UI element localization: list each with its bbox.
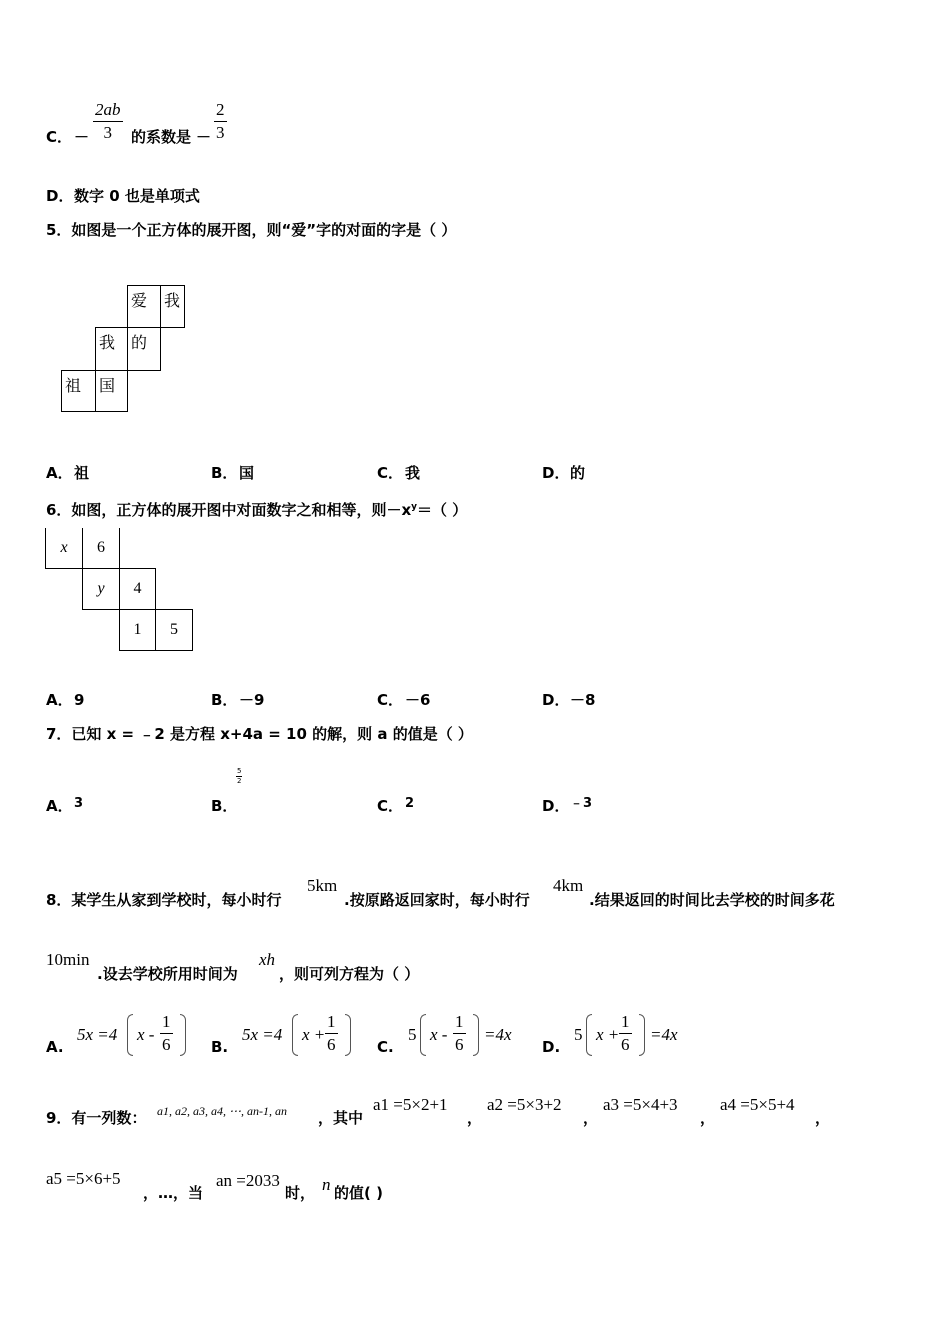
- q7-optA-label: A．: [46, 797, 73, 815]
- q6-cell: 5: [155, 609, 193, 651]
- q9-comma: ，: [467, 1109, 483, 1127]
- q9-seq: a1, a2, a3, a4, ⋯, an-1, an: [157, 1104, 287, 1118]
- q5-optB-label: B．: [211, 464, 238, 482]
- q7-optD-label: D．: [542, 797, 570, 815]
- q9-p4: 时，: [285, 1184, 316, 1202]
- q7-optB-frac: 5 2: [237, 767, 242, 785]
- q8-optA-inner: x -: [137, 1025, 155, 1044]
- q8-optA-label: A.: [46, 1038, 64, 1056]
- q8-t1: 10min: [46, 950, 90, 969]
- left-paren-icon: [420, 1014, 426, 1056]
- q8-optD-label: D.: [542, 1038, 561, 1056]
- q9-e1: a1 =5×2+1: [373, 1095, 448, 1114]
- left-paren-icon: [586, 1014, 592, 1056]
- q6-optA-text: 9: [74, 691, 85, 709]
- q5-cell: 祖: [61, 370, 96, 412]
- q9-p1: 9．有一列数：: [46, 1109, 147, 1127]
- q4-optC-frac1: [93, 101, 123, 142]
- q7-optC-label: C．: [377, 797, 404, 815]
- q9-comma: ，: [700, 1109, 716, 1127]
- q4-optC-text: 的系数是: [131, 128, 192, 146]
- q9-e5: a5 =5×6+5: [46, 1169, 121, 1188]
- q9-p5: 的值( ): [334, 1184, 383, 1202]
- left-paren-icon: [292, 1014, 298, 1056]
- q5-cell: 爱: [127, 285, 161, 328]
- q5-optD-label: D．: [542, 464, 570, 482]
- frac1-num: 2ab: [93, 101, 123, 122]
- q6-optA-label: A．: [46, 691, 73, 709]
- q5-cell: 的: [127, 327, 161, 371]
- q7-stem: 7．已知 x = ﹣2 是方程 x+4a = 10 的解，则 a 的值是（ ）: [46, 725, 473, 743]
- q8-optB-frac: $\frac{1}{6}$: [327, 1012, 336, 1054]
- q8-p1: 8．某学生从家到学校时，每小时行: [46, 891, 282, 909]
- q6-cell: 4: [119, 568, 156, 610]
- q9-cond: an =2033: [216, 1171, 280, 1190]
- q5-cell: 国: [95, 370, 128, 412]
- q8-optD-lhs: 5: [574, 1025, 583, 1044]
- q8-optB-lhs: 5x =4: [242, 1025, 283, 1044]
- q9-e3: a3 =5×4+3: [603, 1095, 678, 1114]
- q4-optC-neg1: －: [74, 128, 90, 146]
- q8-optB-label: B.: [211, 1038, 229, 1056]
- q5-optB-text: 国: [239, 464, 255, 482]
- q5-stem: 5．如图是一个正方体的展开图，则“爱”字的对面的字是（ ）: [46, 221, 457, 239]
- right-paren-icon: [180, 1014, 186, 1056]
- q8-optA-lhs: 5x =4: [77, 1025, 118, 1044]
- q6-optD-label: D．: [542, 691, 570, 709]
- q8-p2: .按原路返回家时，每小时行: [344, 891, 530, 909]
- left-paren-icon: [127, 1014, 133, 1056]
- q6-cell: y: [82, 568, 120, 610]
- q8-t2: xh: [259, 950, 276, 969]
- q8-p3: .结果返回的时间比去学校的时间多花: [589, 891, 835, 909]
- q4-optD-label: D．: [46, 187, 74, 205]
- right-paren-icon: [345, 1014, 351, 1056]
- q5-cell: 我: [160, 285, 185, 328]
- q8-optD-frac: $\frac{1}{6}$: [621, 1012, 630, 1054]
- q8-optD-inner: x +: [596, 1025, 620, 1044]
- q6-optB-label: B．: [211, 691, 238, 709]
- q7-optA-text: 3: [74, 796, 84, 811]
- q8-optC-label: C.: [377, 1038, 394, 1056]
- q8-optA-frac: $\frac{1}{6}$: [162, 1012, 171, 1054]
- q9-p2: ，其中: [318, 1109, 364, 1127]
- q5-optD-text: 的: [570, 464, 586, 482]
- q6-optD-text: －8: [570, 691, 596, 709]
- q9-e2: a2 =5×3+2: [487, 1095, 562, 1114]
- q4-optD-text: 数字 0 也是单项式: [74, 187, 200, 205]
- q9-var: n: [322, 1175, 331, 1194]
- q6-stem: 6．如图，正方体的展开图中对面数字之和相等，则$-x^y=$（ ）: [46, 501, 468, 519]
- q8-optD-rhs: =4x: [650, 1025, 678, 1044]
- q8-optC-frac: $\frac{1}{6}$: [455, 1012, 464, 1054]
- q8-optC-lhs: 5: [408, 1025, 417, 1044]
- q9-comma: ，: [815, 1109, 831, 1127]
- q6-optC-label: C．: [377, 691, 404, 709]
- q8-optB-inner: x +: [302, 1025, 326, 1044]
- q8-v2: 4km: [553, 876, 584, 895]
- frac2-num: 2: [214, 101, 227, 122]
- q7-optD-text: ﹣3: [570, 796, 593, 811]
- frac1-den: 3: [103, 123, 112, 142]
- q4-optC-neg2: －: [196, 128, 212, 146]
- q8-p4: .设去学校所用时间为: [97, 965, 238, 983]
- q4-optC-label: C．: [46, 128, 73, 146]
- q6-optC-text: －6: [405, 691, 431, 709]
- q9-e4: a4 =5×5+4: [720, 1095, 795, 1114]
- q6-cell: 1: [119, 609, 156, 651]
- right-paren-icon: [473, 1014, 479, 1056]
- frac2-den: 3: [216, 123, 225, 142]
- q8-optC-inner: x -: [430, 1025, 448, 1044]
- right-paren-icon: [639, 1014, 645, 1056]
- q5-optA-label: A．: [46, 464, 73, 482]
- q9-p3: ，…，当: [143, 1184, 204, 1202]
- q5-optA-text: 祖: [74, 464, 90, 482]
- q9-comma: ，: [583, 1109, 599, 1127]
- q4-optC-frac2: [214, 101, 227, 142]
- q8-p5: ，则可列方程为（ ）: [279, 965, 420, 983]
- q8-v1: 5km: [307, 876, 338, 895]
- q6-optB-text: －9: [239, 691, 265, 709]
- q8-optC-rhs: =4x: [484, 1025, 512, 1044]
- q6-cell: x: [45, 528, 83, 569]
- q5-optC-text: 我: [405, 464, 421, 482]
- q7-optB-label: B．: [211, 797, 238, 815]
- q5-optC-label: C．: [377, 464, 404, 482]
- q7-optC-text: 2: [405, 796, 415, 811]
- q5-cell: 我: [95, 327, 128, 371]
- q6-cell: 6: [82, 528, 120, 569]
